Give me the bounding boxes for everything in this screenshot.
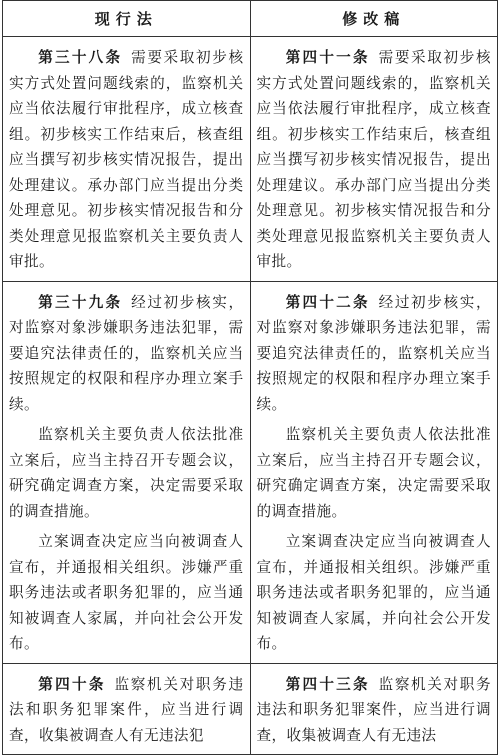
header-current-law: 现行法 — [3, 1, 251, 37]
article-text: 监察机关对职务违法和职务犯罪案件，应当进行调查，收集被调查人有无违法 — [256, 675, 491, 744]
article-text: 经过初步核实，对监察对象涉嫌职务违法犯罪，需要追究法律责任的，监察机关应当按照规定的权限和程序办理立案手续。 — [256, 293, 491, 413]
comparison-table — [2, 0, 498, 755]
revised-draft-cell — [250, 37, 498, 282]
article-number: 第三十九条 — [38, 293, 123, 311]
paragraph — [257, 672, 492, 749]
paragraph — [257, 45, 492, 275]
article-text: 需要采取初步核实方式处置问题线索的，监察机关应当依法履行审批程序，成立核查组。初步核实工作结束后，核查组应当撰写初步核实情况报告，提出处理建议。承办部门应当提出分类处理意见。初步核实情况报告和分类处理意见报监察机关主要负责人审批。 — [256, 49, 491, 270]
article-number: 第四十一条 — [285, 49, 370, 66]
article-text: 需要采取初步核实方式处置问题线索的，监察机关应当依法履行审批程序，成立核查组。初步核实工作结束后，核查组应当撰写初步核实情况报告，提出处理建议。承办部门应当提出分类处理意见。初步核实情况报告和分类处理意见报监察机关主要负责人审批。 — [9, 49, 244, 270]
paragraph — [9, 45, 244, 275]
table-row — [3, 37, 498, 282]
current-law-cell — [3, 663, 251, 755]
paragraph — [9, 672, 244, 749]
current-law-cell — [3, 281, 251, 663]
revised-draft-cell — [250, 281, 498, 663]
paragraph — [9, 290, 244, 418]
revised-draft-cell — [250, 663, 498, 755]
article-number: 第四十三条 — [285, 675, 370, 693]
current-law-cell — [3, 37, 251, 282]
paragraph — [257, 529, 492, 657]
header-revised-draft: 修改稿 — [250, 1, 498, 37]
article-text: 立案调查决定应当向被调查人宣布，并通报相关组织。涉嫌严重职务违法或者职务犯罪的，应当通知被调查人家属，并向社会公开发布。 — [9, 533, 244, 652]
article-text: 立案调查决定应当向被调查人宣布，并通报相关组织。涉嫌严重职务违法或者职务犯罪的，应当通知被调查人家属，并向社会公开发布。 — [256, 533, 491, 652]
article-number: 第四十条 — [38, 675, 106, 693]
article-text: 监察机关主要负责人依法批准立案后，应当主持召开专题会议，研究确定调查方案，决定需要采取的调查措施。 — [256, 426, 491, 520]
paragraph — [9, 422, 244, 524]
paragraph — [257, 290, 492, 418]
table-row — [3, 663, 498, 755]
article-number: 第三十八条 — [38, 49, 123, 66]
article-text: 监察机关主要负责人依法批准立案后，应当主持召开专题会议，研究确定调查方案，决定需要采取的调查措施。 — [9, 426, 244, 520]
paragraph — [9, 529, 244, 657]
table-header-row — [3, 1, 498, 37]
article-text: 监察机关对职务违法和职务犯罪案件，应当进行调查，收集被调查人有无违法犯 — [9, 675, 244, 744]
article-number: 第四十二条 — [285, 293, 370, 311]
table-row — [3, 281, 498, 663]
article-text: 经过初步核实，对监察对象涉嫌职务违法犯罪，需要追究法律责任的，监察机关应当按照规定的权限和程序办理立案手续。 — [9, 293, 244, 413]
paragraph — [257, 422, 492, 524]
